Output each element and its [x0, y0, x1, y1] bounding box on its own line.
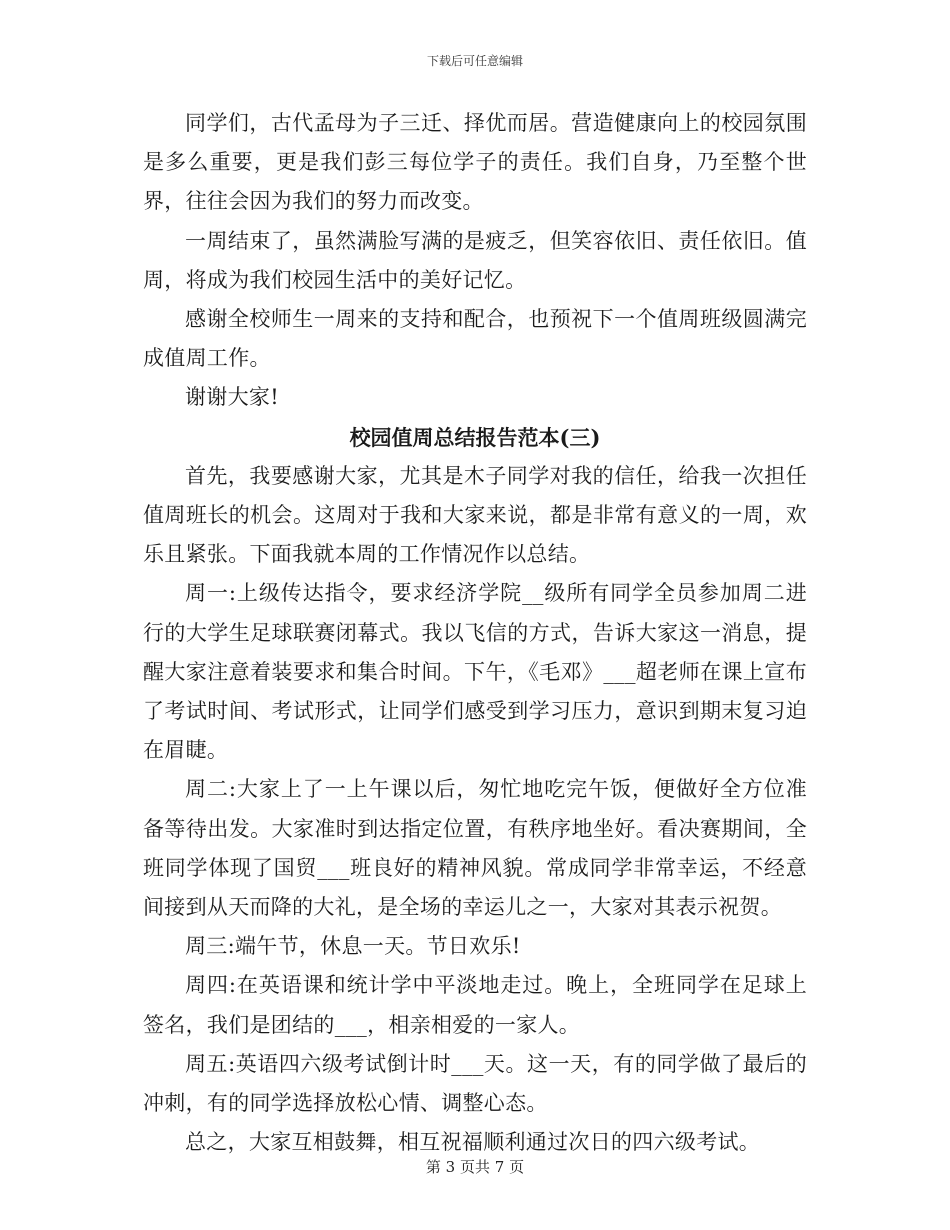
- paragraph: 感谢全校师生一周来的支持和配合，也预祝下一个值周班级圆满完成值周工作。: [143, 307, 807, 371]
- paragraph: 周三:端午节，休息一天。节日欢乐!: [185, 934, 521, 959]
- document-body: [143, 104, 807, 1162]
- paragraph: 周五:英语四六级考试倒计时___天。这一天，有的同学做了最后的冲刺，有的同学选择放松心情、调整心态。: [143, 1051, 807, 1116]
- paragraph: 周一:上级传达指令，要求经济学院__级所有同学全员参加周二进行的大学生足球联赛闭幕式。我以飞信的方式，告诉大家这一消息，提醒大家注意着装要求和集合时间。下午，《毛邓》___超老师在课上宣布了考试时间、考试形式，让同学们感受到学习压力，意识到期末复习迫在眉睫。: [143, 581, 807, 763]
- paragraph: 同学们，古代孟母为子三迁、择优而居。营造健康向上的校园氛围是多么重要，更是我们彭三每位学子的责任。我们自身，乃至整个世界，往往会因为我们的努力而改变。: [143, 111, 807, 214]
- paragraph: 总之，大家互相鼓舞，相互祝福顺利通过次日的四六级考试。: [185, 1130, 761, 1155]
- page-number: 第 3 页共 7 页: [425, 1158, 525, 1176]
- paragraph: 首先，我要感谢大家，尤其是木子同学对我的信任，给我一次担任值周班长的机会。这周对于我和大家来说，都是非常有意义的一周，欢乐且紧张。下面我就本周的工作情况作以总结。: [143, 463, 807, 567]
- paragraph: 谢谢大家!: [185, 385, 279, 410]
- paragraph: 一周结束了，虽然满脸写满的是疲乏，但笑容依旧、责任依旧。值周，将成为我们校园生活中的美好记忆。: [143, 228, 807, 292]
- section-title: 校园值周总结报告范本(三): [349, 424, 601, 450]
- paragraph: 周二:大家上了一上午课以后，匆忙地吃完午饭，便做好全方位准备等待出发。大家准时到达指定位置，有秩序地坐好。看决赛期间，全班同学体现了国贸___班良好的精神风貌。常成同学非常幸运，不经意间接到从天而降的大礼，是全场的幸运儿之一，大家对其表示祝贺。: [143, 777, 807, 920]
- page-header: 下载后可任意编辑: [426, 54, 523, 68]
- paragraph: 周四:在英语课和统计学中平淡地走过。晚上，全班同学在足球上签名，我们是团结的___，相亲相爱的一家人。: [143, 973, 807, 1037]
